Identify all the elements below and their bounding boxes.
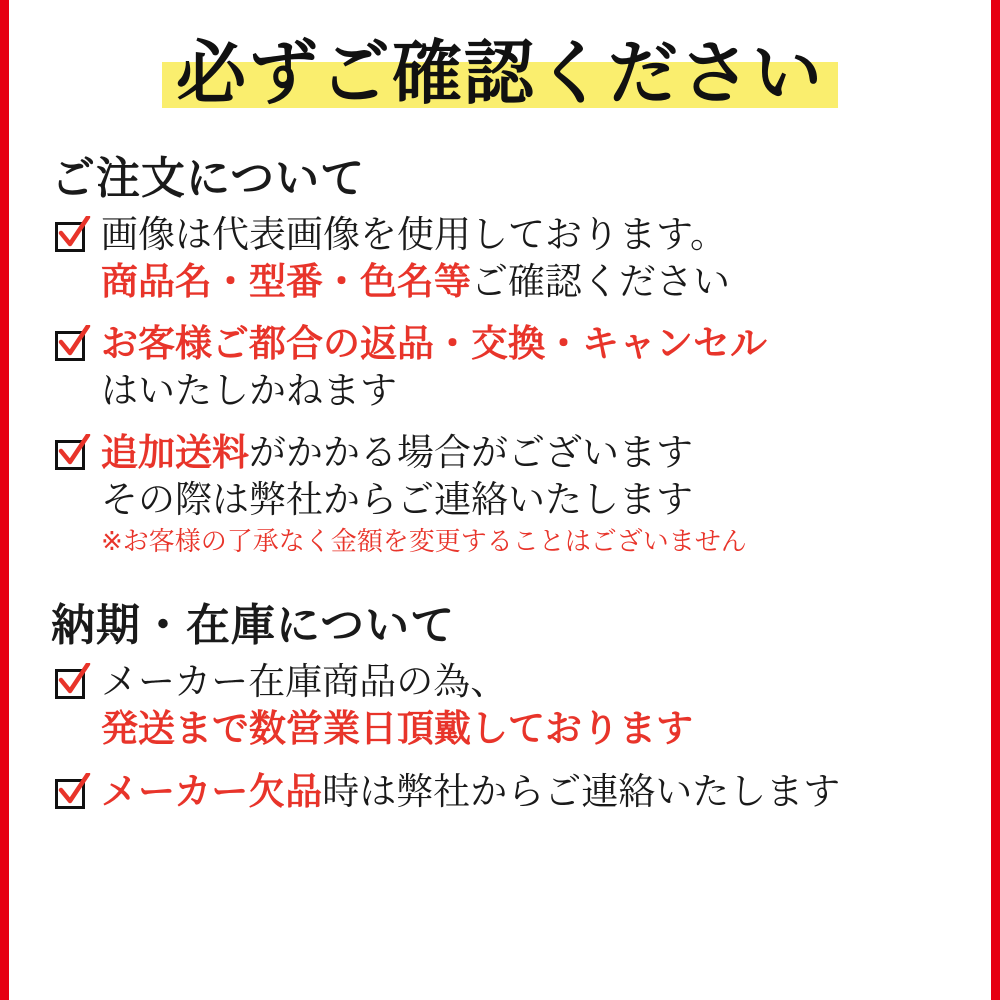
checkbox-checked-icon [53, 436, 93, 476]
check-mark-icon [57, 325, 91, 361]
list-item [53, 769, 963, 816]
list-item-text [101, 430, 963, 559]
text-line [101, 430, 963, 477]
text-note: ※お客様の了承なく金額を変更することはございません [101, 526, 747, 557]
notice-page [9, 0, 991, 1000]
text-line [101, 769, 963, 816]
text-line: 発送まで数営業日頂戴しております [101, 707, 693, 751]
checkbox-checked-icon [53, 665, 93, 705]
list-item-text [101, 659, 963, 752]
list-item [53, 212, 963, 305]
left-red-border [0, 0, 9, 1000]
checkbox-checked-icon [53, 327, 93, 367]
checkbox-checked-icon [53, 775, 93, 815]
list-item [53, 430, 963, 559]
text-span-red: メーカー欠品 [101, 769, 323, 813]
list-item [53, 321, 963, 414]
text-line: お客様ご都合の返品・交換・キャンセル [101, 322, 767, 366]
list-item-text [101, 769, 963, 816]
right-red-border [991, 0, 1000, 1000]
text-span-red: 商品名・型番・色名等 [101, 259, 471, 303]
check-mark-icon [57, 663, 91, 699]
list-item-text [101, 321, 963, 414]
page-title [162, 34, 838, 116]
title-text: 必ずご確認ください [176, 32, 824, 114]
list-item [53, 659, 963, 752]
text-line [101, 259, 963, 306]
text-line: はいたしかねます [101, 368, 397, 412]
text-line: その際は弊社からご連絡いたします [101, 478, 693, 522]
text-span-black: 時は弊社からご連絡いたします [322, 769, 841, 813]
section-heading-order: ご注文について [51, 153, 366, 204]
text-line: 画像は代表画像を使用しております。 [101, 213, 728, 256]
list-item-text [101, 212, 963, 305]
text-span-red: 追加送料 [101, 431, 249, 475]
section-heading-delivery: 納期・在庫について [51, 600, 456, 652]
check-mark-icon [57, 434, 91, 470]
check-mark-icon [57, 773, 91, 809]
text-span-black: ご確認ください [471, 259, 730, 303]
title-area [37, 34, 963, 116]
checkbox-checked-icon [53, 218, 93, 258]
text-line: メーカー在庫商品の為、 [101, 660, 508, 704]
check-mark-icon [57, 216, 91, 252]
text-span-black: がかかる場合がございます [249, 431, 693, 475]
